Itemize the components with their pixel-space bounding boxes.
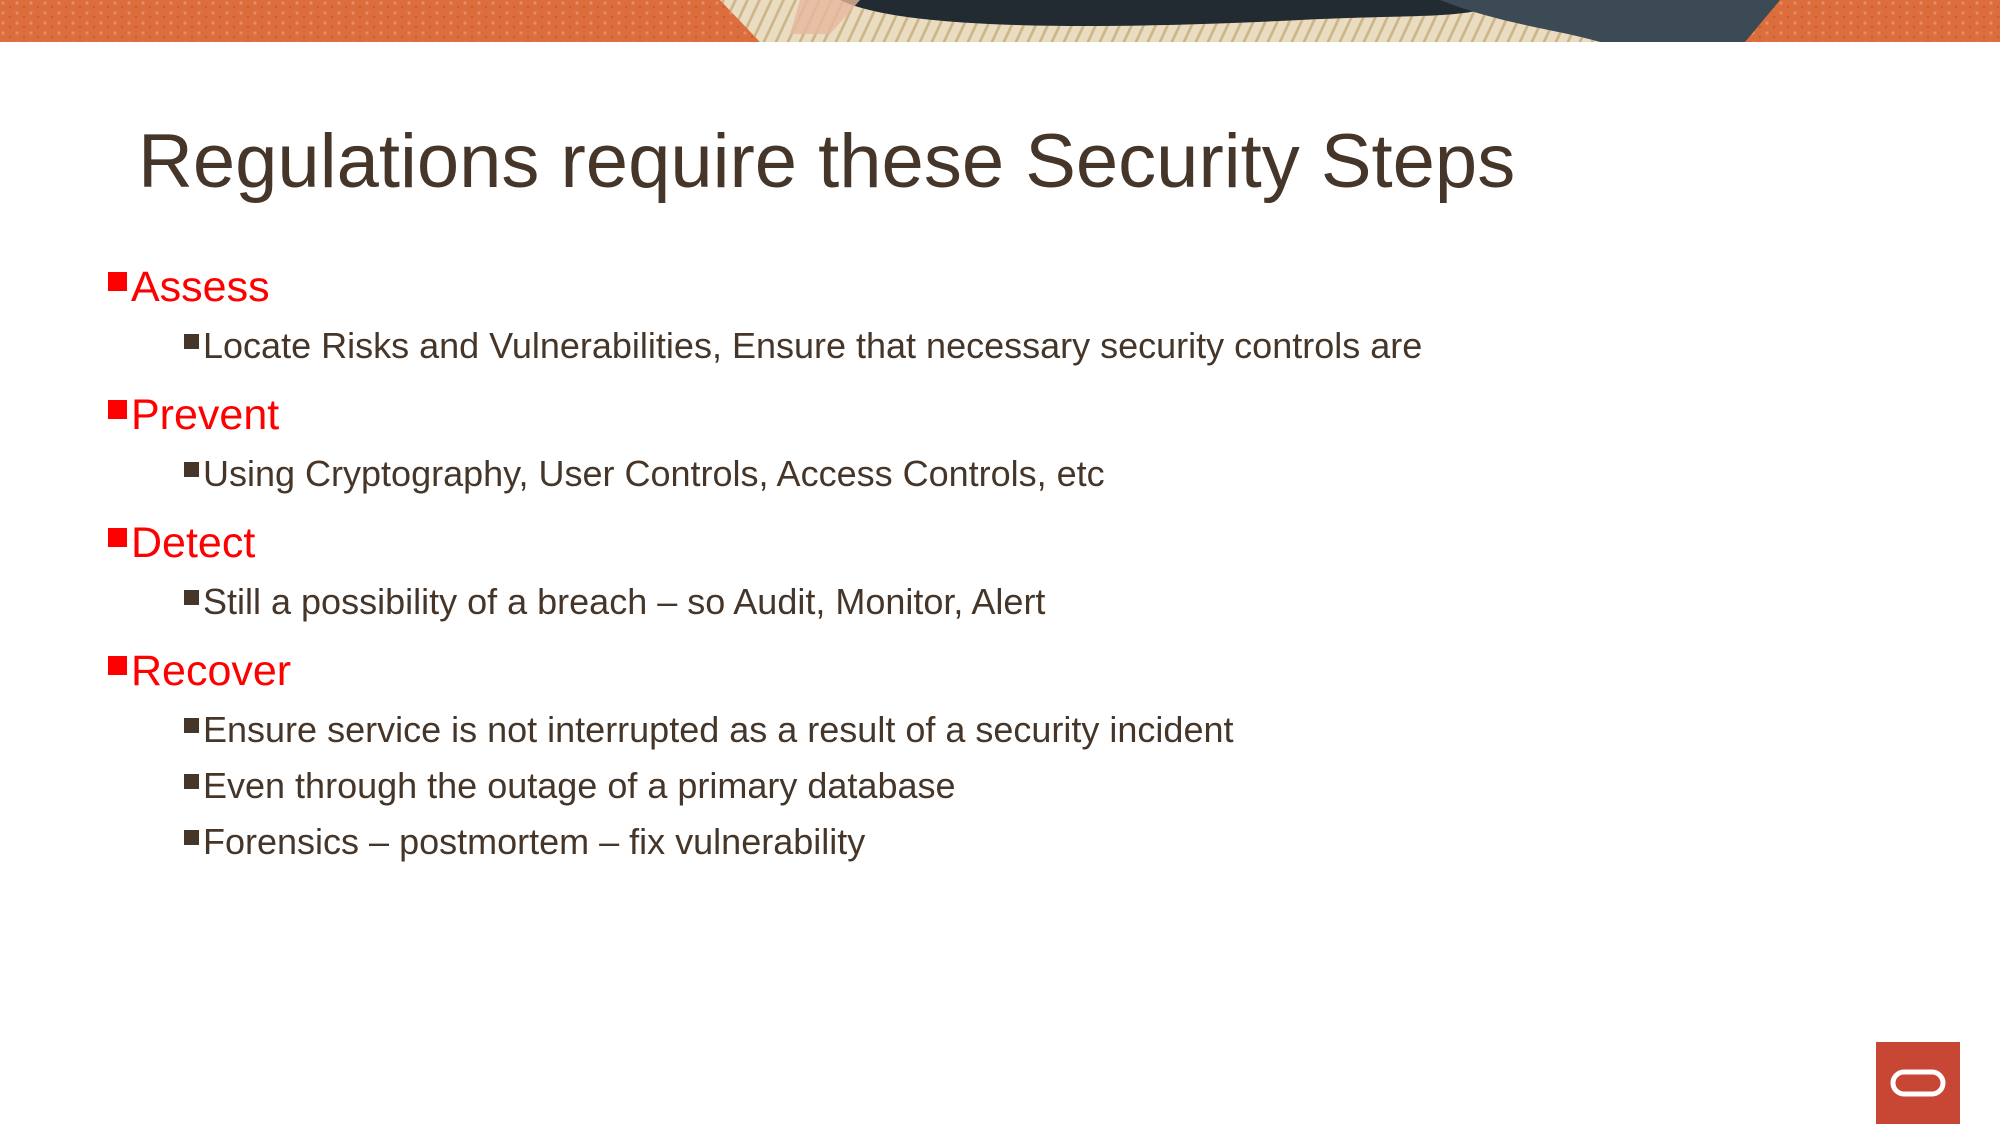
square-bullet-icon	[108, 656, 127, 675]
section-heading-text: Detect	[131, 518, 256, 567]
point-text: Locate Risks and Vulnerabilities, Ensure that necessary security controls are	[203, 325, 1423, 366]
square-bullet-icon	[184, 830, 199, 845]
header-banner-image	[0, 0, 2000, 42]
section-detect-point	[184, 574, 1422, 630]
square-bullet-icon	[108, 528, 127, 547]
section-detect-heading	[108, 512, 1422, 574]
square-bullet-icon	[184, 774, 199, 789]
point-text: Still a possibility of a breach – so Audit, Monitor, Alert	[203, 581, 1046, 622]
section-heading-text: Recover	[131, 646, 292, 695]
square-bullet-icon	[108, 272, 127, 291]
square-bullet-icon	[184, 334, 199, 349]
point-text: Forensics – postmortem – fix vulnerability	[203, 821, 866, 862]
section-recover-point	[184, 814, 1422, 870]
oracle-logo-icon	[1876, 1042, 1960, 1124]
section-heading-text: Prevent	[131, 390, 280, 439]
section-heading-text: Assess	[131, 262, 270, 311]
point-text: Ensure service is not interrupted as a result of a security incident	[203, 709, 1234, 750]
section-recover-heading	[108, 640, 1422, 702]
square-bullet-icon	[108, 400, 127, 419]
square-bullet-icon	[184, 718, 199, 733]
section-assess-heading	[108, 256, 1422, 318]
point-text: Using Cryptography, User Controls, Access Controls, etc	[203, 453, 1105, 494]
section-recover-point	[184, 702, 1422, 758]
section-prevent-point	[184, 446, 1422, 502]
slide-title: Regulations require these Security Steps	[138, 119, 1516, 204]
point-text: Even through the outage of a primary database	[203, 765, 956, 806]
square-bullet-icon	[184, 590, 199, 605]
section-prevent-heading	[108, 384, 1422, 446]
section-assess-point	[184, 318, 1422, 374]
section-recover-point	[184, 758, 1422, 814]
bullet-list	[108, 256, 1422, 870]
square-bullet-icon	[184, 462, 199, 477]
